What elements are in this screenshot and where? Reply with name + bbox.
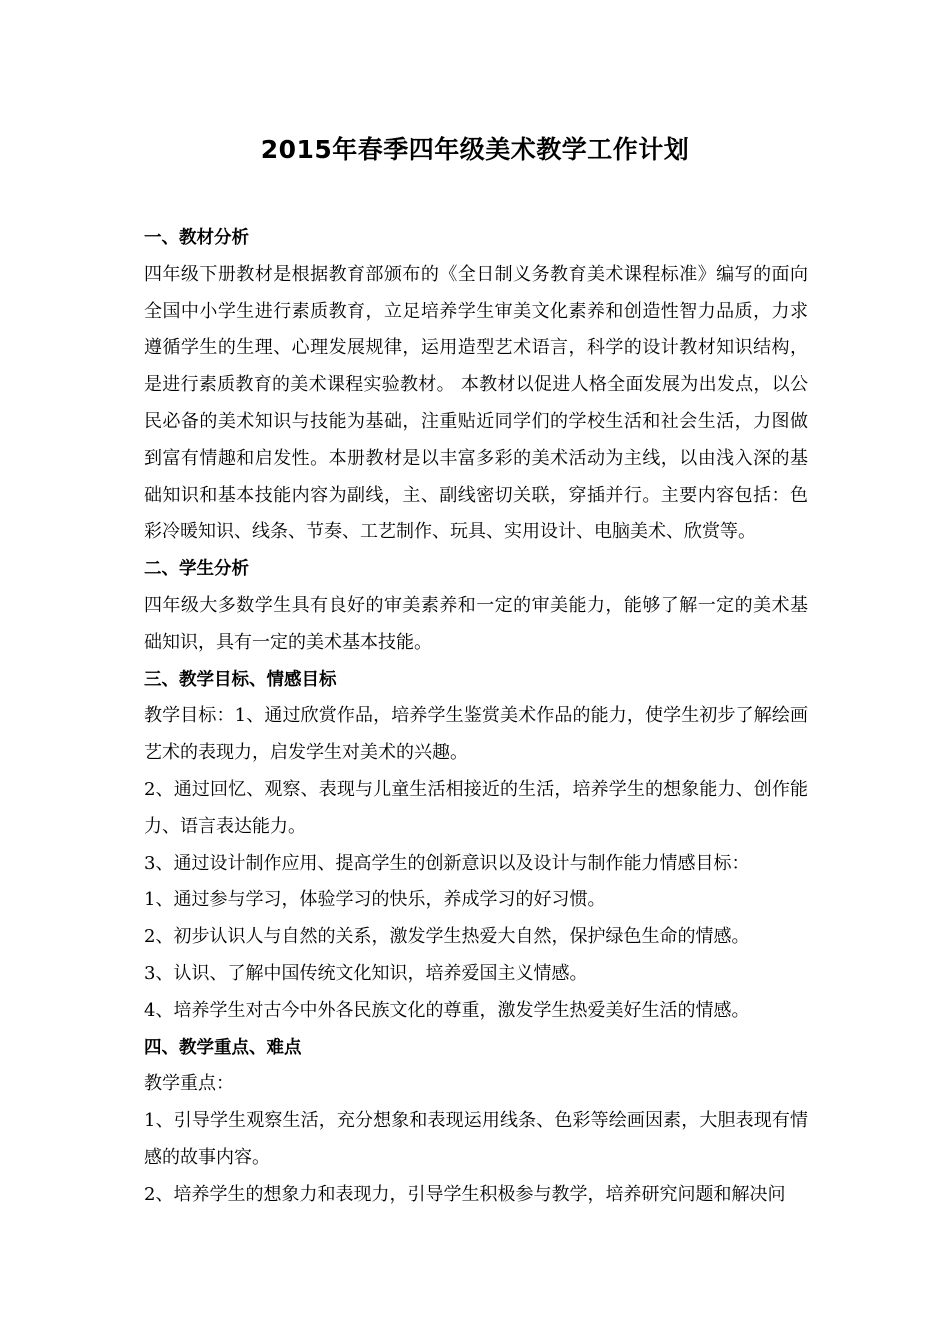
section-heading-key-points: 四、教学重点、难点 bbox=[144, 1037, 302, 1058]
paragraph: 教学目标：1、通过欣赏作品，培养学生鉴赏美术作品的能力，使学生初步了解绘画艺术的表现力，启发学生对美术的兴趣。 bbox=[144, 705, 808, 764]
section-heading-student-analysis: 二、学生分析 bbox=[144, 559, 249, 580]
paragraph: 1、通过参与学习，体验学习的快乐，养成学习的好习惯。 bbox=[144, 889, 606, 911]
paragraph: 2、通过回忆、观察、表现与儿童生活相接近的生活，培养学生的想象能力、创作能力、语言表达能力。 bbox=[144, 778, 808, 837]
paragraph: 1、引导学生观察生活，充分想象和表现运用线条、色彩等绘画因素，大胆表现有情感的故事内容。 bbox=[144, 1110, 808, 1168]
paragraph: 3、通过设计制作应用、提高学生的创新意识以及设计与制作能力情感目标： bbox=[144, 852, 750, 874]
paragraph: 2、培养学生的想象力和表现力，引导学生积极参与教学，培养研究问题和解决问 bbox=[144, 1183, 786, 1205]
paragraph: 2、初步认识人与自然的关系，激发学生热爱大自然，保护绿色生命的情感。 bbox=[144, 926, 750, 948]
paragraph: 四年级下册教材是根据教育部颁布的《全日制义务教育美术课程标准》编写的面向全国中小学生进行素质教育，立足培养学生审美文化素养和创造性智力品质，力求遵循学生的生理、心理发展规律，运用造型艺术语言，科学的设计教材知识结构，是进行素质教育的美术课程实验教材。 本教材以促进人格全面发展为出发点，以公民必备的美术知识与技能为基础，注重贴近同学们的学校生活和社会生活，力图做到富有情趣和启发性。本册教材是以丰富多彩的美术活动为主线，以由浅入深的基础知识和基本技能内容为副线，主、副线密切关联，穿插并行。主要内容包括：色彩冷暖知识、线条、节奏、工艺制作、玩具、实用设计、电脑美术、欣赏等。 bbox=[144, 263, 808, 543]
document-title: 2015年春季四年级美术教学工作计划 bbox=[260, 135, 690, 164]
document-body bbox=[144, 220, 808, 1214]
section-heading-teaching-goals: 三、教学目标、情感目标 bbox=[144, 669, 337, 690]
paragraph: 3、认识、了解中国传统文化知识，培养爱国主义情感。 bbox=[144, 962, 588, 984]
paragraph: 四年级大多数学生具有良好的审美素养和一定的审美能力，能够了解一定的美术基础知识，具有一定的美术基本技能。 bbox=[144, 594, 808, 653]
section-heading-textbook-analysis: 一、教材分析 bbox=[144, 228, 249, 248]
paragraph: 4、培养学生对古今中外各民族文化的尊重，激发学生热爱美好生活的情感。 bbox=[144, 999, 750, 1021]
paragraph: 教学重点： bbox=[144, 1073, 234, 1095]
